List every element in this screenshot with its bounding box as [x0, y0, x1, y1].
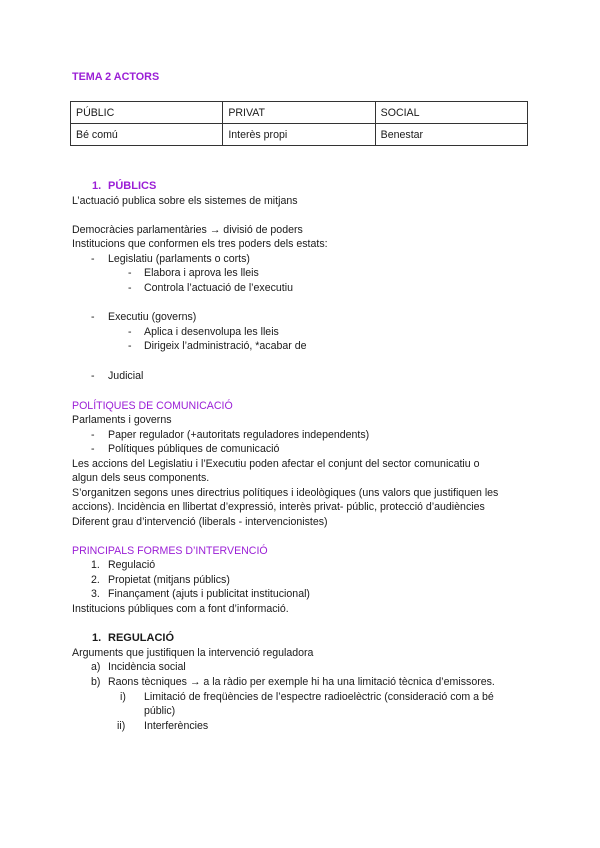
table-cell: Interès propi: [223, 124, 375, 146]
list-item: Propietat (mitjans públics): [108, 574, 230, 586]
paragraph: Arguments que justifiquen la intervenció reguladora: [72, 647, 314, 659]
bullet-dash: -: [128, 282, 132, 294]
list-number: 2.: [91, 574, 100, 586]
paragraph: algun dels seus components.: [72, 472, 210, 484]
bullet-dash: -: [91, 253, 95, 265]
table-cell: Bé comú: [71, 124, 223, 146]
list-item-continuation: públic): [144, 705, 176, 717]
paragraph: L’actuació publica sobre els sistemes de mitjans: [72, 195, 298, 207]
section-number: 1.: [92, 632, 102, 644]
paragraph: Parlaments i governs: [72, 414, 172, 426]
table-cell: PÚBLIC: [71, 102, 223, 124]
document-title: TEMA 2 ACTORS: [72, 71, 160, 83]
list-item: Judicial: [108, 370, 144, 382]
paragraph: Les accions del Legislatiu i l’Executiu poden afectar el conjunt del sector comunicatiu o: [72, 458, 480, 470]
table-cell: SOCIAL: [375, 102, 527, 124]
table-cell: Benestar: [375, 124, 527, 146]
list-item: Limitació de freqüències de l’espectre radioelèctric (consideració com a bé: [144, 691, 494, 703]
bullet-dash: -: [128, 340, 132, 352]
bullet-dash: -: [91, 370, 95, 382]
bullet-dash: -: [91, 429, 95, 441]
paragraph: Institucions públiques com a font d’informació.: [72, 603, 289, 615]
bullet-dash: -: [128, 267, 132, 279]
list-item: Polítiques públiques de comunicació: [108, 443, 280, 455]
list-item: Paper regulador (+autoritats reguladores independents): [108, 429, 370, 441]
section-heading-formes: PRINCIPALS FORMES D’INTERVENCIÓ: [72, 545, 268, 557]
list-item: Elabora i aprova les lleis: [144, 267, 259, 279]
list-item: Aplica i desenvolupa les lleis: [144, 326, 279, 338]
section-heading-publics: PÚBLICS: [108, 180, 157, 192]
list-number: 1.: [91, 559, 100, 571]
list-item: Controla l’actuació de l’executiu: [144, 282, 293, 294]
paragraph: Democràcies parlamentàries → divisió de poders: [72, 224, 303, 236]
list-item: Dirigeix l’administració, *acabar de: [144, 340, 307, 352]
paragraph: S’organitzen segons unes directrius polítiques i ideològiques (uns valors que justifiquen les: [72, 487, 499, 499]
list-marker: a): [91, 661, 101, 673]
bullet-dash: -: [128, 326, 132, 338]
paragraph: Diferent grau d’intervenció (liberals - intervencionistes): [72, 516, 328, 528]
section-heading-politiques: POLÍTIQUES DE COMUNICACIÓ: [72, 400, 233, 412]
table-row: [71, 102, 528, 124]
table-cell: PRIVAT: [223, 102, 375, 124]
list-item: Interferències: [144, 720, 209, 732]
list-item: Raons tècniques → a la ràdio per exemple hi ha una limitació tècnica d’emissores.: [108, 676, 495, 688]
paragraph: accions). Incidència en llibertat d’expressió, interès privat- públic, protecció d’audiències: [72, 501, 485, 513]
list-item: Finançament (ajuts i publicitat institucional): [108, 588, 310, 600]
list-item: Executiu (governs): [108, 311, 197, 323]
bullet-dash: -: [91, 443, 95, 455]
list-marker: ii): [117, 720, 126, 732]
paragraph: Institucions que conformen els tres poders dels estats:: [72, 238, 328, 250]
table-row: [71, 124, 528, 146]
list-marker: i): [120, 691, 126, 703]
list-marker: b): [91, 676, 101, 688]
section-heading-regulacio: REGULACIÓ: [108, 632, 174, 644]
bullet-dash: -: [91, 311, 95, 323]
list-item: Incidència social: [108, 661, 186, 673]
list-number: 3.: [91, 588, 100, 600]
actors-table: [70, 101, 528, 146]
section-number: 1.: [92, 180, 102, 192]
list-item: Regulació: [108, 559, 156, 571]
list-item: Legislatiu (parlaments o corts): [108, 253, 250, 265]
